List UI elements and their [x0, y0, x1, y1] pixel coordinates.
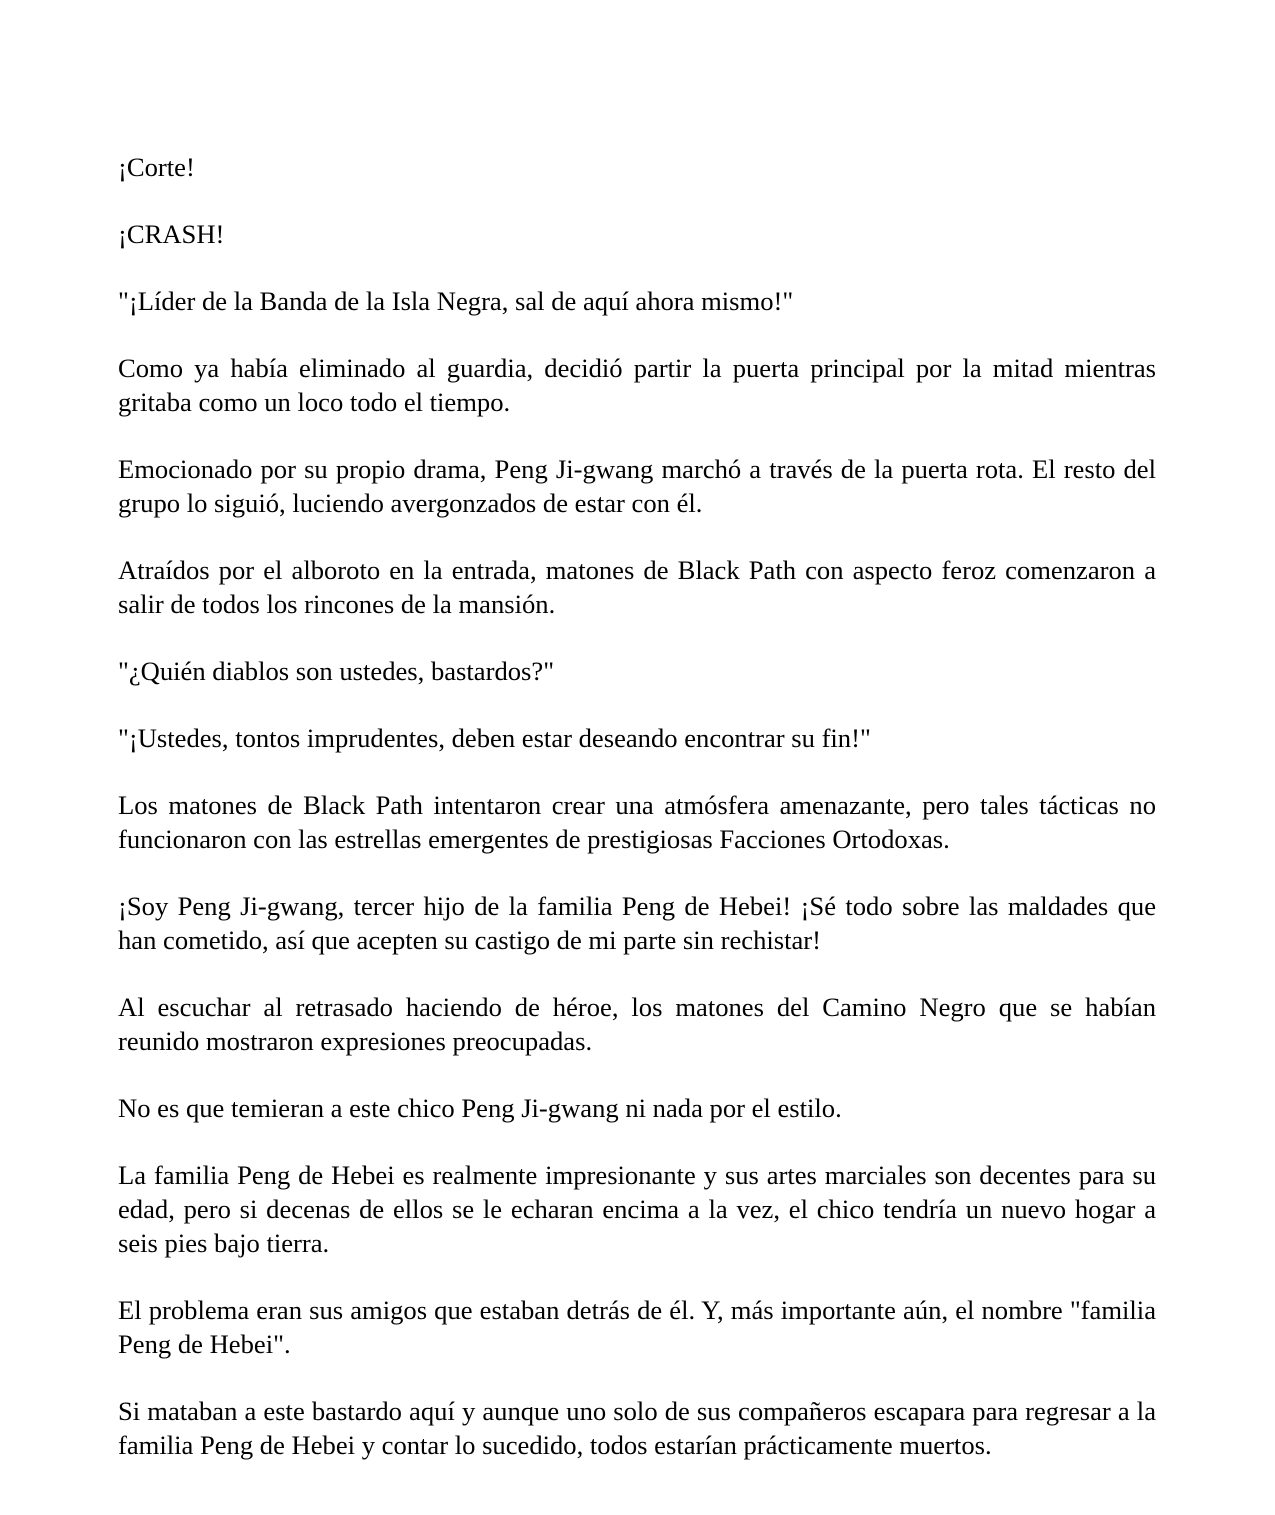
paragraph: Si mataban a este bastardo aquí y aunque uno solo de sus compañeros escapara para regresar a la familia Peng de Hebei y contar lo sucedido, todos estarían prácticamente muertos.: [118, 1396, 1156, 1460]
paragraph: ¡Soy Peng Ji-gwang, tercer hijo de la familia Peng de Hebei! ¡Sé todo sobre las maldades que han cometido, así que acepten su castigo de mi parte sin rechistar!: [118, 891, 1156, 955]
paragraph: ¡Corte!: [118, 152, 195, 182]
paragraph: "¿Quién diablos son ustedes, bastardos?": [118, 656, 555, 686]
paragraph: Los matones de Black Path intentaron crear una atmósfera amenazante, pero tales tácticas no funcionaron con las estrellas emergentes de prestigiosas Facciones Ortodoxas.: [118, 790, 1156, 854]
paragraph: ¡CRASH!: [118, 219, 225, 249]
paragraph: "¡Ustedes, tontos imprudentes, deben estar deseando encontrar su fin!": [118, 723, 871, 753]
paragraph: Al escuchar al retrasado haciendo de héroe, los matones del Camino Negro que se habían reunido mostraron expresiones preocupadas.: [118, 992, 1156, 1056]
paragraph: Emocionado por su propio drama, Peng Ji-gwang marchó a través de la puerta rota. El resto del grupo lo siguió, luciendo avergonzados de estar con él.: [118, 454, 1156, 518]
paragraph: La familia Peng de Hebei es realmente impresionante y sus artes marciales son decentes para su edad, pero si decenas de ellos se le echaran encima a la vez, el chico tendría un nuevo hogar a seis pies bajo tierra.: [118, 1160, 1156, 1258]
paragraph: Atraídos por el alboroto en la entrada, matones de Black Path con aspecto feroz comenzaron a salir de todos los rincones de la mansión.: [118, 555, 1156, 619]
document-page: [118, 150, 1156, 1495]
paragraph: "¡Líder de la Banda de la Isla Negra, sal de aquí ahora mismo!": [118, 286, 794, 316]
paragraph: El problema eran sus amigos que estaban detrás de él. Y, más importante aún, el nombre "familia Peng de Hebei".: [118, 1295, 1156, 1359]
paragraph: Como ya había eliminado al guardia, decidió partir la puerta principal por la mitad mientras gritaba como un loco todo el tiempo.: [118, 353, 1156, 417]
paragraph: No es que temieran a este chico Peng Ji-gwang ni nada por el estilo.: [118, 1093, 842, 1123]
